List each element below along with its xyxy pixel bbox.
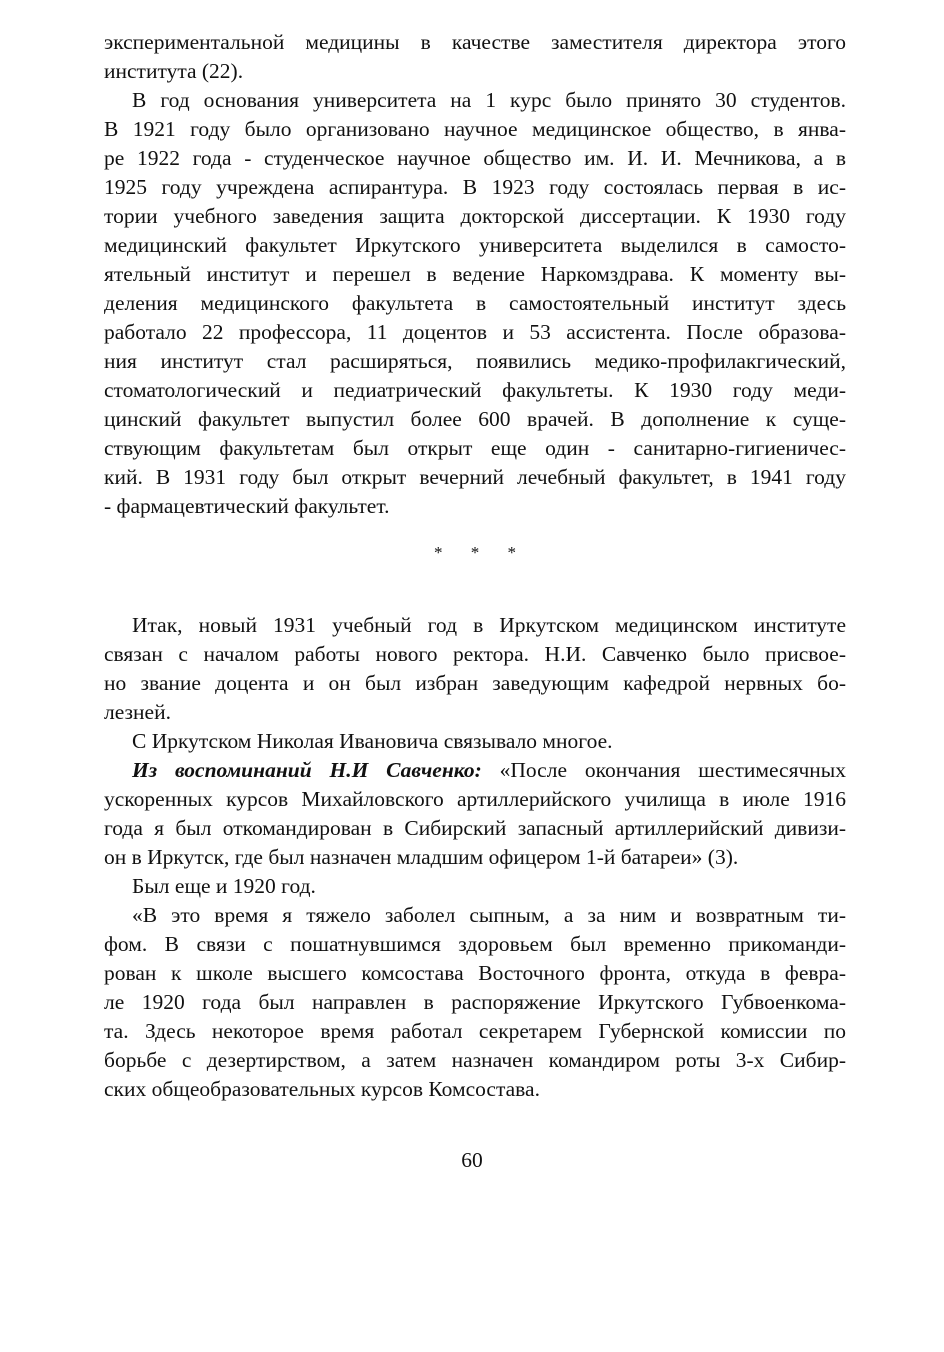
text-line: В 1921 году было организовано научное медицинское общество, в янва- <box>104 117 846 141</box>
text-line: Итак, новый 1931 учебный год в Иркутском медицинском институте <box>132 613 846 637</box>
paragraph-memoirs <box>104 756 846 872</box>
text-line: та. Здесь некоторое время работал секретарем Губернской комиссии по <box>104 1019 846 1043</box>
text-line: стоматологический и педиатрический факультеты. К 1930 году меди- <box>104 378 846 402</box>
text-line: он в Иркутск, где был назначен младшим офицером 1-й батареи» (3). <box>104 845 739 869</box>
text-line: деления медицинского факультета в самостоятельный институт здесь <box>104 291 846 315</box>
text-line: «В это время я тяжело заболел сыпным, а за ним и возвратным ти- <box>132 903 846 927</box>
text-line: цинский факультет выпустил более 600 врачей. В дополнение к суще- <box>104 407 846 431</box>
memoir-lead: Из воспоминаний Н.И Савченко: <box>132 758 482 782</box>
text-line <box>104 756 846 785</box>
text-line: кий. В 1931 году был открыт вечерний лечебный факультет, в 1941 году <box>104 465 846 489</box>
text-line: ствующим факультетам был открыт еще один - санитарно-гигиеничес- <box>104 436 846 460</box>
text-line: Был еще и 1920 год. <box>132 874 316 898</box>
text-line: ятельный институт и перешел в ведение Наркомздрава. К моменту вы- <box>104 262 846 286</box>
text-line: но звание доцента и он был избран заведующим кафедрой нервных бо- <box>104 671 846 695</box>
text-line: года я был откомандирован в Сибирский запасный артиллерийский дивизи- <box>104 816 846 840</box>
text-line: медицинский факультет Иркутского университета выделился в самосто- <box>104 233 846 257</box>
page-body <box>104 28 846 1104</box>
text-line: тории учебного заведения защита докторской диссертации. К 1930 году <box>104 204 846 228</box>
text-line: ускоренных курсов Михайловского артиллерийского училища в июле 1916 <box>104 787 846 811</box>
paragraph-quote-1920 <box>104 901 846 1104</box>
memoir-text: «После окончания шестимесячных <box>481 758 846 782</box>
text-line: 1925 году учреждена аспирантура. В 1923 году состоялась первая в ис- <box>104 175 846 199</box>
paragraph-irkutsk-connection <box>104 727 846 756</box>
text-line: работало 22 профессора, 11 доцентов и 53 ассистента. После образова- <box>104 320 846 344</box>
text-line: - фармацевтический факультет. <box>104 494 390 518</box>
page-number: 60 <box>461 1148 483 1172</box>
text-line: ре 1922 года - студенческое научное общество им. И. И. Мечникова, а в <box>104 146 846 170</box>
separator-stars: * * * <box>434 543 528 562</box>
text-line: фом. В связи с пошатнувшимся здоровьем был временно прикоманди- <box>104 932 846 956</box>
paragraph-continuation <box>104 28 846 86</box>
text-line: борьбе с дезертирством, а затем назначен командиром роты 3-х Сибир- <box>104 1048 846 1072</box>
text-line: рован к школе высшего комсостава Восточного фронта, откуда в февра- <box>104 961 846 985</box>
text-line: экспериментальной медицины в качестве заместителя директора этого <box>104 30 846 54</box>
text-line: института (22). <box>104 59 244 83</box>
paragraph-new-rector <box>104 611 846 727</box>
text-line: ских общеобразовательных курсов Комсостава. <box>104 1077 540 1101</box>
text-line: ле 1920 года был направлен в распоряжение Иркутского Губвоенкома- <box>104 990 846 1014</box>
section-separator <box>104 521 846 601</box>
text-line: В год основания университета на 1 курс было принято 30 студентов. <box>132 88 846 112</box>
text-line: С Иркутском Николая Ивановича связывало многое. <box>132 729 613 753</box>
text-line: ния институт стал расширяться, появились медико-профилакгический, <box>104 349 846 373</box>
text-line: связан с началом работы нового ректора. Н.И. Савченко было присвое- <box>104 642 846 666</box>
text-line: лезней. <box>104 700 171 724</box>
paragraph-university-history <box>104 86 846 521</box>
paragraph-year-1920 <box>104 872 846 901</box>
